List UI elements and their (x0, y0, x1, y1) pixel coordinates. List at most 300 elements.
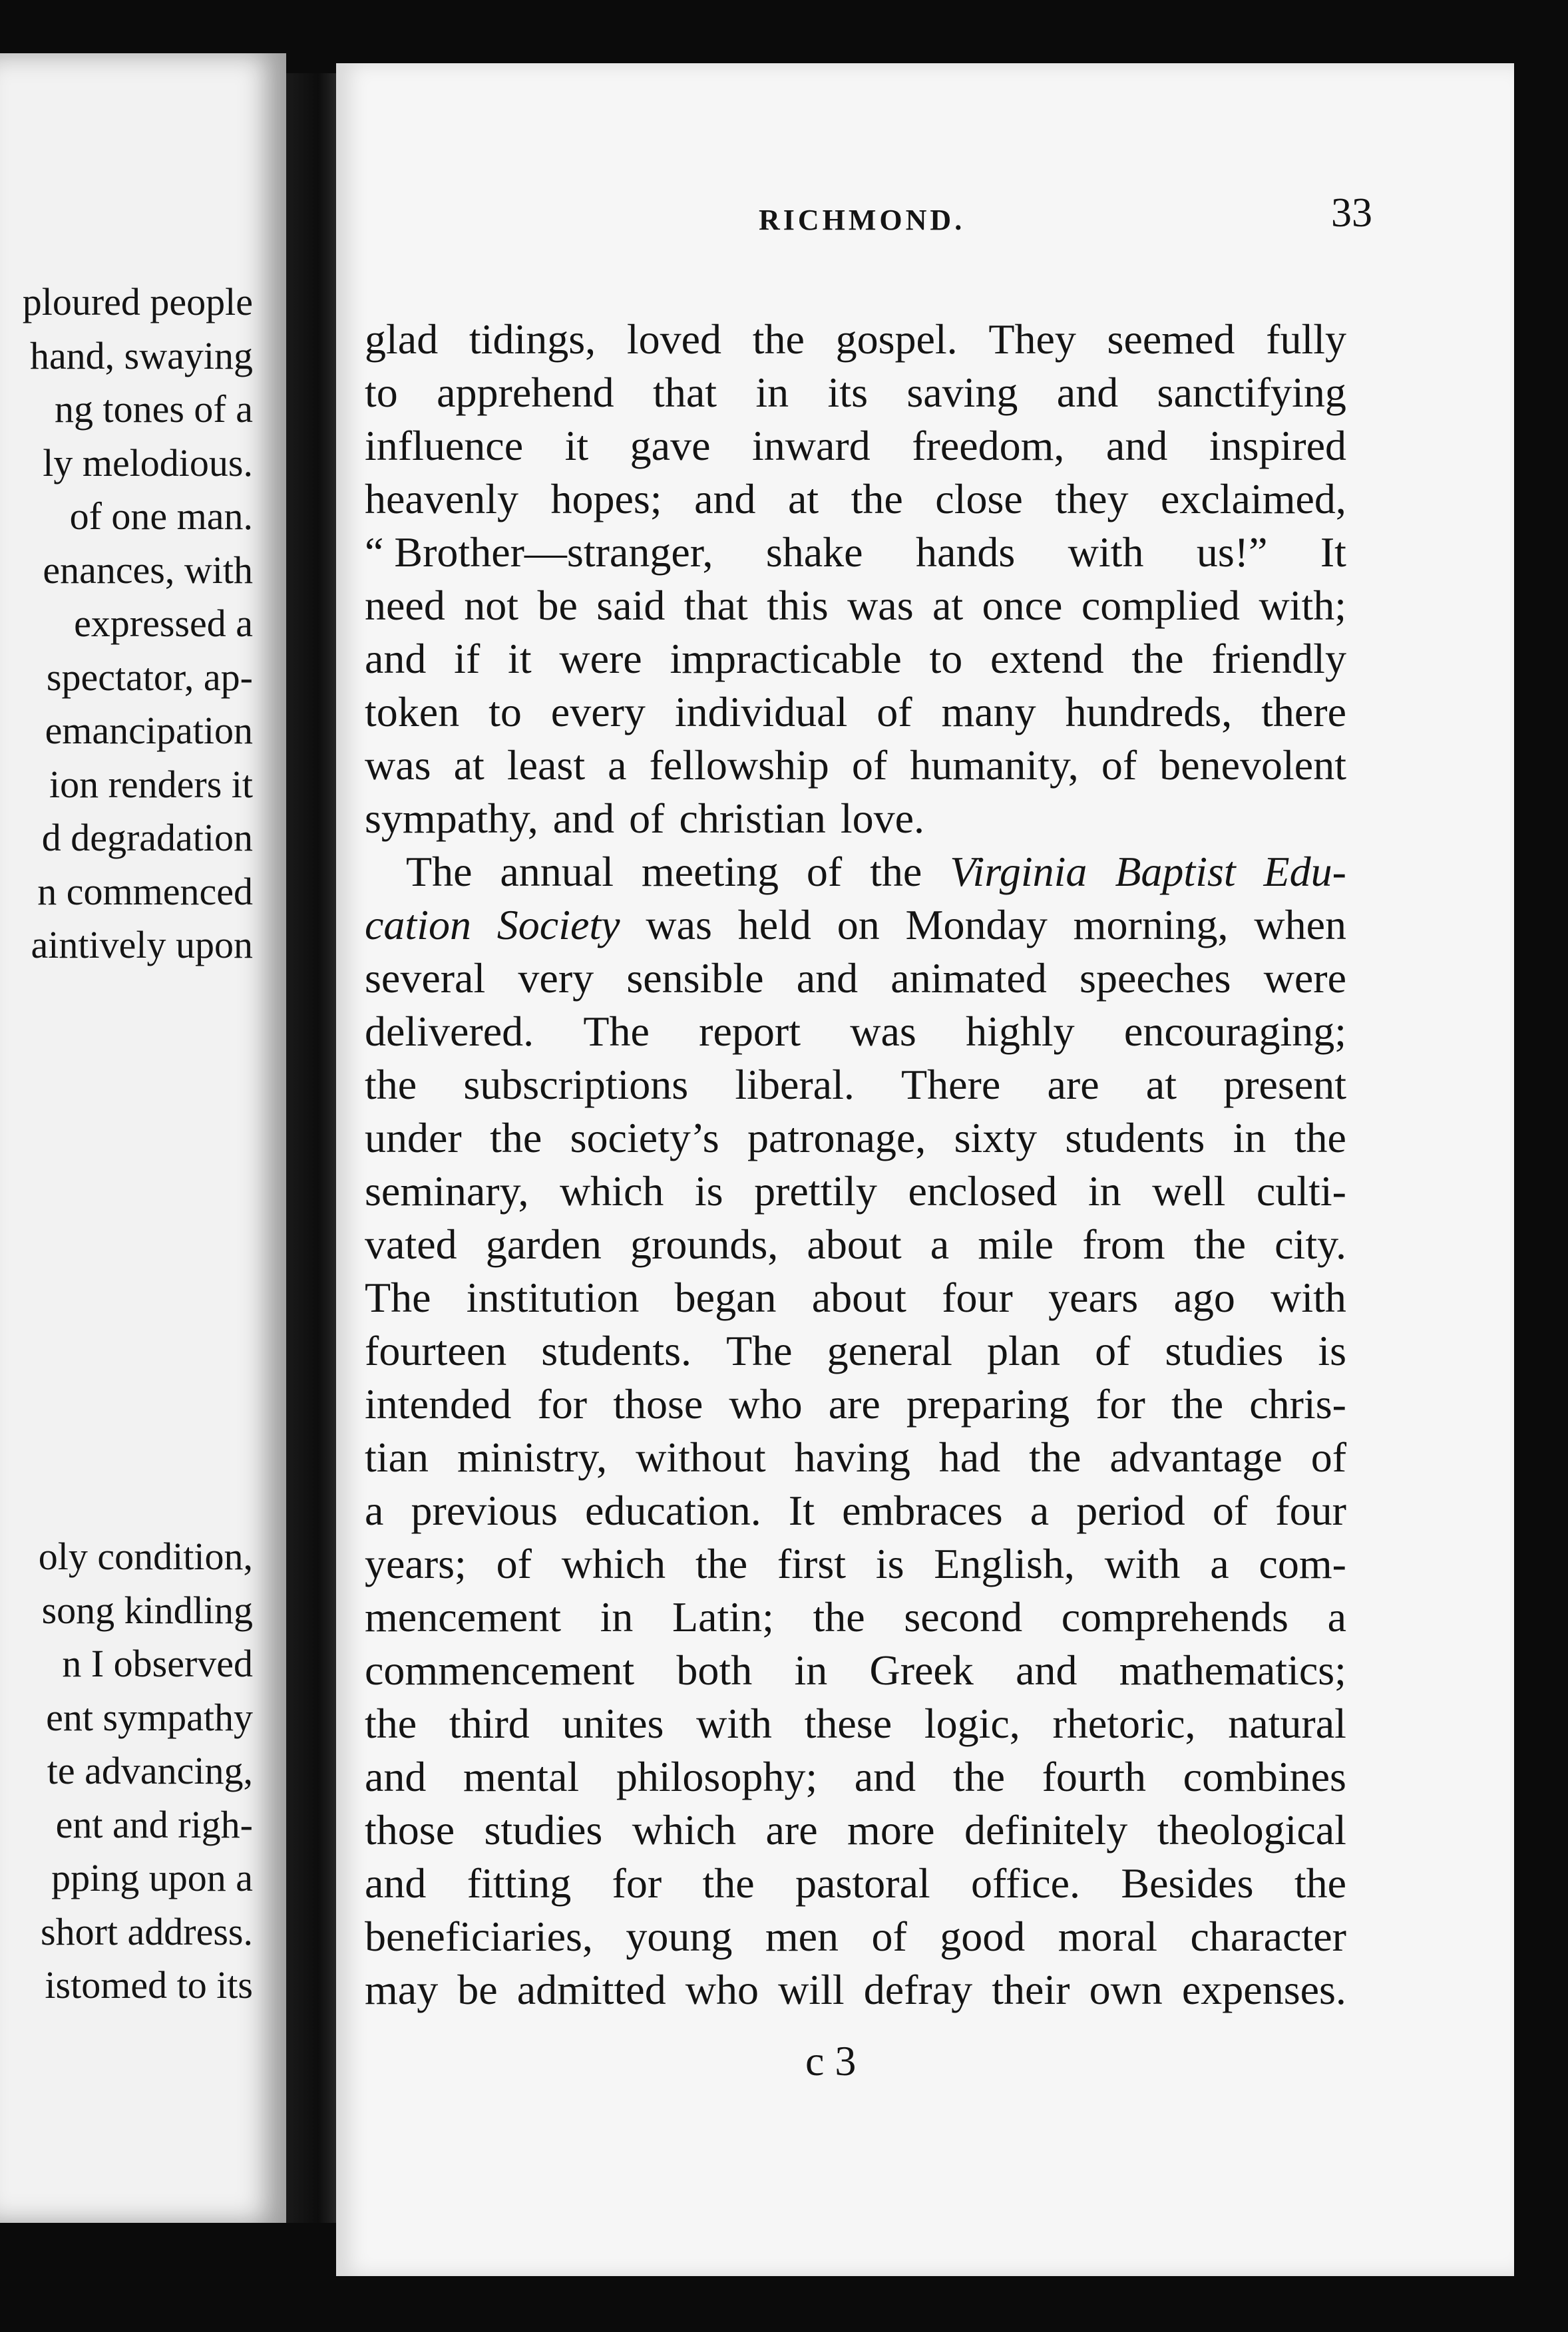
word: freedom, (912, 422, 1065, 469)
word: unites (562, 1700, 664, 1747)
word: fully (1266, 315, 1346, 363)
text-line (365, 579, 1346, 632)
word: loved (626, 315, 721, 363)
word: at (932, 582, 964, 629)
word: sensible (626, 954, 764, 1002)
word: had (938, 1434, 1001, 1481)
word: hands (915, 528, 1016, 576)
word: the (695, 1540, 748, 1587)
word: logic, (924, 1700, 1020, 1747)
word: were (559, 635, 642, 682)
word: and (1105, 422, 1168, 469)
text-line (365, 1378, 1346, 1431)
word: with; (1259, 582, 1346, 629)
word: and (365, 1859, 427, 1907)
text-line (365, 1005, 1346, 1058)
word: in (794, 1647, 828, 1694)
word: when (1254, 901, 1346, 948)
word: sympathy, (365, 795, 538, 842)
word: these (804, 1700, 892, 1747)
word: without (636, 1434, 766, 1481)
running-head (421, 190, 1372, 243)
left-page-line: n commenced (37, 869, 253, 913)
word: to (365, 369, 398, 416)
word: of (877, 688, 912, 735)
word: are (765, 1806, 818, 1853)
word: vated (365, 1221, 457, 1268)
word: a (1030, 1487, 1050, 1534)
text-line (365, 1750, 1346, 1804)
word: tidings, (469, 315, 596, 363)
word: They (988, 315, 1076, 363)
word: Latin; (672, 1593, 774, 1641)
word: embraces (842, 1487, 1003, 1534)
word: at (787, 475, 819, 522)
word: was (850, 1008, 916, 1055)
word: inspired (1209, 422, 1346, 469)
word: benevolent (1159, 741, 1346, 789)
text-line (365, 1644, 1346, 1697)
word: is (1318, 1327, 1346, 1374)
word: city. (1274, 1221, 1346, 1268)
word: com- (1259, 1540, 1346, 1587)
word: the (1131, 635, 1184, 682)
word: cation (365, 901, 471, 948)
word: mental (463, 1753, 580, 1800)
word: very (518, 954, 594, 1002)
word: encouraging; (1123, 1008, 1346, 1055)
word: prettily (754, 1167, 877, 1215)
word: defray (863, 1966, 973, 2013)
signature-mark: c 3 (805, 2037, 857, 2084)
word: combines (1183, 1753, 1346, 1800)
left-page-line: n I observed (62, 1642, 253, 1685)
word: own (1089, 1966, 1163, 2013)
text-line (365, 952, 1346, 1005)
word: studies (484, 1806, 603, 1853)
word: who (685, 1966, 759, 2013)
word: It (788, 1487, 815, 1534)
word: the (490, 1114, 542, 1161)
word: four (942, 1274, 1013, 1321)
word: institution (466, 1274, 640, 1321)
text-line (365, 1857, 1346, 1910)
word: ministry, (457, 1434, 608, 1481)
left-page-line: hand, swaying (29, 333, 253, 377)
text-line (365, 1218, 1346, 1271)
text-line (365, 366, 1346, 419)
word: and (854, 1753, 916, 1800)
word: good (940, 1913, 1026, 1960)
word: both (676, 1647, 753, 1694)
word: Society (496, 901, 620, 948)
word: sanctifying (1157, 369, 1346, 416)
word: Besides (1121, 1859, 1254, 1907)
word: the (365, 1061, 417, 1108)
word: at (453, 741, 485, 789)
word: apprehend (437, 369, 614, 416)
word: of (806, 848, 843, 895)
word: fitting (467, 1859, 572, 1907)
word: humanity, (910, 741, 1079, 789)
word: will (778, 1966, 845, 2013)
word: Virginia (950, 848, 1087, 895)
word: definitely (964, 1806, 1128, 1853)
left-page-line: of one man. (69, 494, 253, 538)
word: need (365, 582, 445, 629)
word: is (694, 1167, 723, 1215)
word: was (847, 582, 914, 629)
word: that (684, 582, 748, 629)
word: on (837, 901, 880, 948)
word: fourth (1042, 1753, 1147, 1800)
word: young (626, 1913, 733, 1960)
word: subscriptions (463, 1061, 689, 1108)
text-line (365, 739, 1346, 792)
word: comprehends (1061, 1593, 1288, 1641)
word: of (1101, 741, 1137, 789)
word: a (608, 741, 627, 789)
word: studies (1165, 1327, 1284, 1374)
left-page-line: pping upon a (51, 1856, 253, 1899)
word: philosophy; (616, 1753, 818, 1800)
word: about (807, 1221, 902, 1268)
word: second (904, 1593, 1023, 1641)
left-page-line: aintively upon (31, 923, 253, 966)
word: extend (990, 635, 1104, 682)
word: gave (630, 422, 711, 469)
word: to (929, 635, 963, 682)
word: are (828, 1380, 881, 1428)
word: office. (970, 1859, 1081, 1907)
text-line (365, 1324, 1346, 1378)
word: of (851, 741, 888, 789)
word: those (365, 1806, 455, 1853)
word: several (365, 954, 486, 1002)
word: in (600, 1593, 634, 1641)
word: students. (541, 1327, 692, 1374)
text-line (365, 1058, 1346, 1111)
word: culti- (1256, 1167, 1346, 1215)
word: previous (411, 1487, 558, 1534)
word: and (552, 795, 615, 842)
word: third (449, 1700, 530, 1747)
word: report (699, 1008, 801, 1055)
word: society’s (570, 1114, 719, 1161)
word: and (365, 1753, 427, 1800)
left-page-line: ion renders it (49, 762, 253, 806)
word: and (796, 954, 859, 1002)
text-line (365, 1484, 1346, 1537)
word: its (827, 369, 868, 416)
word: and (694, 475, 756, 522)
word: held (737, 901, 811, 948)
text-line (365, 1910, 1346, 1963)
word: seemed (1107, 315, 1235, 363)
word: pastoral (795, 1859, 930, 1907)
word: us!” (1196, 528, 1268, 576)
word: the (752, 315, 805, 363)
left-page-line: expressed a (74, 602, 253, 645)
word: the (1294, 1114, 1346, 1161)
word: years (1048, 1274, 1139, 1321)
text-line (365, 1697, 1346, 1750)
word: the (1193, 1221, 1246, 1268)
word: natural (1228, 1700, 1346, 1747)
word: the (1294, 1859, 1346, 1907)
left-page-line: istomed to its (45, 1963, 253, 2007)
word: were (1263, 954, 1346, 1002)
word: saving (906, 369, 1018, 416)
text-line (365, 632, 1346, 685)
word: students (1065, 1114, 1205, 1161)
left-page-line: ng tones of a (55, 387, 253, 431)
word: heavenly (365, 475, 518, 522)
word: for (537, 1380, 588, 1428)
word: friendly (1211, 635, 1346, 682)
word: admitted (516, 1966, 666, 2013)
word: ago (1173, 1274, 1235, 1321)
word: The (583, 1008, 650, 1055)
word: the (952, 1753, 1005, 1800)
word: are (1047, 1061, 1099, 1108)
text-line (365, 473, 1346, 526)
word: beneficiaries, (365, 1913, 593, 1960)
word: from (1082, 1221, 1165, 1268)
word: of (496, 1540, 532, 1587)
text-line (365, 792, 1346, 845)
word: individual (674, 688, 848, 735)
text-line (365, 1165, 1346, 1218)
text-line (365, 1271, 1346, 1324)
word: with (1271, 1274, 1346, 1321)
left-page-line: song kindling (41, 1588, 253, 1632)
word: be (457, 1966, 498, 2013)
left-page-line: ploured people (22, 280, 253, 323)
word: theological (1157, 1806, 1346, 1853)
word: rhetoric, (1052, 1700, 1196, 1747)
text-line (365, 1431, 1346, 1484)
word: a (1327, 1593, 1346, 1641)
word: at (1145, 1061, 1177, 1108)
word: commencement (365, 1647, 635, 1694)
word: to (489, 688, 522, 735)
left-page-line: enances, with (43, 548, 253, 592)
word: patronage, (747, 1114, 926, 1161)
word: with (696, 1700, 772, 1747)
word: moral (1058, 1913, 1158, 1960)
word: for (1095, 1380, 1145, 1428)
word: a (365, 1487, 384, 1534)
word: gospel. (835, 315, 958, 363)
word: of (629, 795, 665, 842)
word: every (550, 688, 646, 735)
word: present (1223, 1061, 1346, 1108)
word: education. (585, 1487, 761, 1534)
word: meeting (641, 848, 779, 895)
text-line (365, 526, 1346, 579)
word: impracticable (670, 635, 902, 682)
word: christian (679, 795, 826, 842)
word: of (1310, 1434, 1346, 1481)
word: grounds, (630, 1221, 779, 1268)
word: garden (485, 1221, 602, 1268)
word: may (365, 1966, 439, 2013)
word: fellowship (649, 741, 829, 789)
word: in (755, 369, 789, 416)
word: close (935, 475, 1023, 522)
word: under (365, 1114, 462, 1161)
word: animated (890, 954, 1047, 1002)
word: more (847, 1806, 935, 1853)
word: be (537, 582, 578, 629)
word: hundreds, (1065, 688, 1233, 735)
word: first (777, 1540, 846, 1587)
word: Monday (905, 901, 1048, 948)
word: the (365, 1700, 417, 1747)
left-page-line: short address. (41, 1909, 253, 1953)
word: said (596, 582, 666, 629)
word: complied (1081, 582, 1241, 629)
left-page-line: spectator, ap- (46, 655, 253, 699)
text-line (365, 1804, 1346, 1857)
text-line (365, 1537, 1346, 1591)
left-page-line: d degradation (41, 816, 253, 859)
word: for (612, 1859, 662, 1907)
word: once (982, 582, 1063, 629)
word: their (992, 1966, 1070, 2013)
word: which (559, 1167, 664, 1215)
left-page-line: oly condition, (38, 1535, 253, 1578)
word: in (1233, 1114, 1267, 1161)
word: morning, (1073, 901, 1229, 948)
word: advantage (1109, 1434, 1282, 1481)
word: in (1087, 1167, 1121, 1215)
word: annual (500, 848, 614, 895)
word: which (632, 1806, 737, 1853)
word: the (813, 1593, 865, 1641)
word: period (1076, 1487, 1185, 1534)
word: The (726, 1327, 793, 1374)
word: which (561, 1540, 666, 1587)
book-gutter (286, 73, 339, 2223)
word: the (851, 475, 903, 522)
word: token (365, 688, 460, 735)
word: hopes; (550, 475, 662, 522)
text-line (365, 1111, 1346, 1165)
word: about (811, 1274, 906, 1321)
word: delivered. (365, 1008, 534, 1055)
word: least (506, 741, 586, 789)
word: of (1212, 1487, 1249, 1534)
word: intended (365, 1380, 512, 1428)
word: Edu- (1263, 848, 1346, 895)
word: and (365, 635, 427, 682)
text-line (365, 313, 1346, 366)
word: who (729, 1380, 803, 1428)
text-line (365, 1591, 1346, 1644)
word: “ Brother—stranger, (365, 528, 713, 576)
word: men (765, 1913, 839, 1960)
word: there (1261, 688, 1346, 735)
word: it (508, 635, 532, 682)
word: sixty (954, 1114, 1038, 1161)
word: chris- (1249, 1380, 1346, 1428)
word: of (871, 1913, 907, 1960)
word: was (646, 901, 712, 948)
word: The (365, 1274, 431, 1321)
left-page-line: ly melodious. (43, 441, 253, 485)
page-number: 33 (1331, 190, 1372, 236)
running-head-title: RICHMOND. (759, 204, 966, 236)
word: liberal. (735, 1061, 855, 1108)
word: There (901, 1061, 1001, 1108)
word: the (1029, 1434, 1081, 1481)
word: tian (365, 1434, 429, 1481)
word: many (941, 688, 1036, 735)
word: and (1016, 1647, 1078, 1694)
word: is (875, 1540, 904, 1587)
text-line (365, 685, 1346, 739)
word: a (930, 1221, 950, 1268)
left-page-fragment (0, 53, 286, 2223)
word: the (1171, 1380, 1224, 1428)
word: speeches (1079, 954, 1231, 1002)
word: seminary, (365, 1167, 529, 1215)
word: love. (840, 795, 924, 842)
word: four (1275, 1487, 1346, 1534)
word: years; (365, 1540, 467, 1587)
word: those (613, 1380, 703, 1428)
body-text (365, 313, 1346, 2017)
word: influence (365, 422, 524, 469)
text-line (365, 419, 1346, 473)
word: of (1095, 1327, 1131, 1374)
word: if (454, 635, 481, 682)
word: with (1068, 528, 1144, 576)
word: inward (751, 422, 871, 469)
word: having (794, 1434, 910, 1481)
word: a (1210, 1540, 1229, 1587)
word: fourteen (365, 1327, 507, 1374)
left-page-line: ent and righ- (55, 1802, 253, 1846)
word: enclosed (908, 1167, 1058, 1215)
word: and (1056, 369, 1119, 416)
word: shake (765, 528, 863, 576)
word: the (702, 1859, 755, 1907)
text-line (365, 1963, 1346, 2017)
word: it (564, 422, 589, 469)
word: not (464, 582, 519, 629)
word: character (1190, 1913, 1346, 1960)
word: The (406, 848, 473, 895)
word: mathematics; (1119, 1647, 1346, 1694)
word: English, (934, 1540, 1075, 1587)
word: well (1152, 1167, 1226, 1215)
word: was (365, 741, 431, 789)
word: mile (978, 1221, 1054, 1268)
word: expenses. (1181, 1966, 1346, 2013)
word: It (1320, 528, 1346, 576)
word: exclaimed, (1160, 475, 1346, 522)
word: with (1104, 1540, 1181, 1587)
left-page-line: ent sympathy (46, 1695, 253, 1739)
word: Greek (869, 1647, 974, 1694)
word: glad (365, 315, 439, 363)
word: general (827, 1327, 952, 1374)
word: the (870, 848, 922, 895)
word: plan (986, 1327, 1061, 1374)
